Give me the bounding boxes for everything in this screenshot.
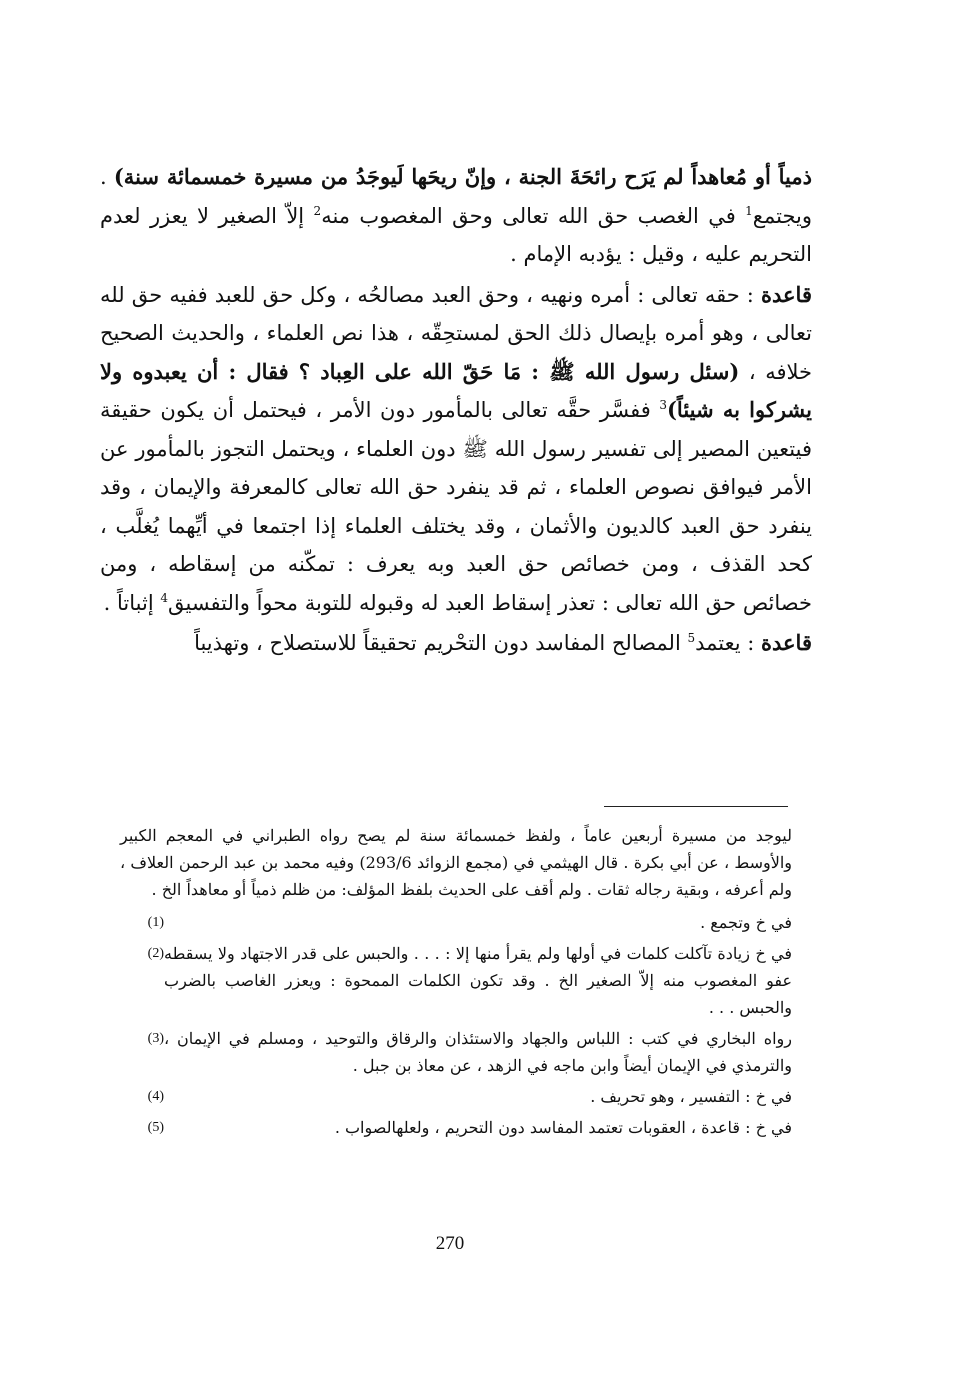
text-run: في الغصب حق الله تعالى وحق المغصوب منه <box>321 203 746 228</box>
hadith-quote: ذمياً أو مُعاهداً لم يَرَح رائحَةَ الجنة ، وإنّ ريحَها لَيوجَدُ من مسيرة خمسمائة سنة) <box>113 164 812 189</box>
footnote-ref: 4 <box>160 590 168 605</box>
text-run: : يعتمد <box>695 631 761 655</box>
footnotes <box>120 822 792 1145</box>
footnote-text: في خ زيادة تآكلت كلمات في أولها ولم يقرأ منها إلا : . . . والحبس على قدر الاجتهاد ولا يسقطه عفو المغصوب منه إلاّ الصغير الخ . وقد تكون الكلمات الممحوة : ويعزر الغاصب بالضرب والحبس . . . <box>164 944 792 1017</box>
footnote-ref: 2 <box>313 203 322 218</box>
footnote-number: (4) <box>147 1089 164 1104</box>
footnote-text: في خ وتجمع . <box>700 913 792 932</box>
footnote-text: في خ : التفسير ، وهو تحريف . <box>590 1087 792 1106</box>
text-run: : حقه تعالى : أمره ونهيه ، وحق العبد مصالحُه ، وكل حق للعبد ففيه حق لله تعالى ، وهو أمره بإيصال ذلك الحق لمستحِقّه ، هذا نص العلماء ، والحديث الصحيح خلافه ، <box>100 282 813 384</box>
footnote-ref: 1 <box>745 203 753 218</box>
footnote-number: (1) <box>147 915 164 930</box>
footnote-separator <box>604 806 788 807</box>
footnote-text: رواه البخاري في كتب : اللباس والجهاد والاستئذان والرقاق والتوحيد ، ومسلم في الإيمان ، والترمذي في الإيمان أيضاً وابن ماجه في الزهد ، عن معاذ بن جبل . <box>164 1029 792 1075</box>
text-run: إثباتاً . <box>103 590 161 615</box>
footnote-text: في خ : قاعدة ، العقوبات تعتمد المفاسد دون التحريم ، ولعلهالصواب . <box>334 1118 792 1137</box>
text-run: المصالح المفاسد دون التحْريم تحقيقاً للاستصلاح ، وتهذيباً <box>194 631 688 655</box>
main-text <box>100 158 812 663</box>
text-run: . ويجتمع <box>100 165 812 228</box>
footnote-number: (3) <box>147 1031 164 1046</box>
footnote-ref: 5 <box>687 631 696 645</box>
rule-label: قاعدة <box>761 630 812 655</box>
footnote-item <box>120 909 792 936</box>
footnote-item <box>120 940 792 1021</box>
footnote-continuation: ليوجد من مسيرة أربعين عاماً ، ولفظ خمسمائة سنة لم يصح رواه الطبراني في المعجم الكبير والأوسط ، عن أبي بكرة . قال الهيثمي في (مجمع الزوائد 293/6) وفيه محمد بن عبد الرحمن العلاف ، ولم أعرفه ، وبقية رجاله ثقات . ولم أقف على الحديث بلفظ المؤلف: من ظلم ذمياً أو معاهداً الخ . <box>120 826 793 899</box>
paragraph-2 <box>100 276 812 623</box>
paragraph-3 <box>100 624 812 663</box>
footnote-number: (2) <box>147 946 164 961</box>
footnote-item <box>120 1083 792 1110</box>
page-number: 270 <box>435 1233 465 1254</box>
footnote-number: (5) <box>147 1120 164 1135</box>
hadith-quote: (سئل رسول الله ﷺ : مَا حَقّ الله على العِباد ؟ فقال : أن يعبدوه ولا يشركوا به شيئاً) <box>100 358 812 422</box>
footnote-item <box>120 1025 792 1079</box>
footnote-item <box>120 1114 792 1141</box>
footnote-ref: 3 <box>659 398 667 412</box>
text-run: إلاّ الصغير لا يعزر لعدم التحريم عليه ، وقيل : يؤدبه الإمام . <box>100 203 812 266</box>
rule-label: قاعدة <box>761 281 812 307</box>
text-run: ففسَّر حقَّه تعالى بالمأمور دون الأمر ، فيحتمل أن يكون حقيقة فيتعين المصير إلى تفسير رسول الله ﷺ دون العلماء ، ويحتمل التجوز بالمأمور عن الأمر فيوافق نصوص العلماء ، ثم قد ينفرد حق الله تعالى كالمعرفة والإيمان ، وقد ينفرد حق العبد كالديون والأثمان ، وقد يختلف العلماء إذا اجتمعا في أيِّهما يُغلَّب ، كحد القذف ، ومن خصائص حق العبد وبه يعرف : تمكّنه من إسقاطه ، ومن خصائص حق الله تعالى : تعذر إسقاط العبد له وقبوله للتوبة محواً والتفسيق <box>100 398 812 615</box>
paragraph-1 <box>100 158 812 274</box>
